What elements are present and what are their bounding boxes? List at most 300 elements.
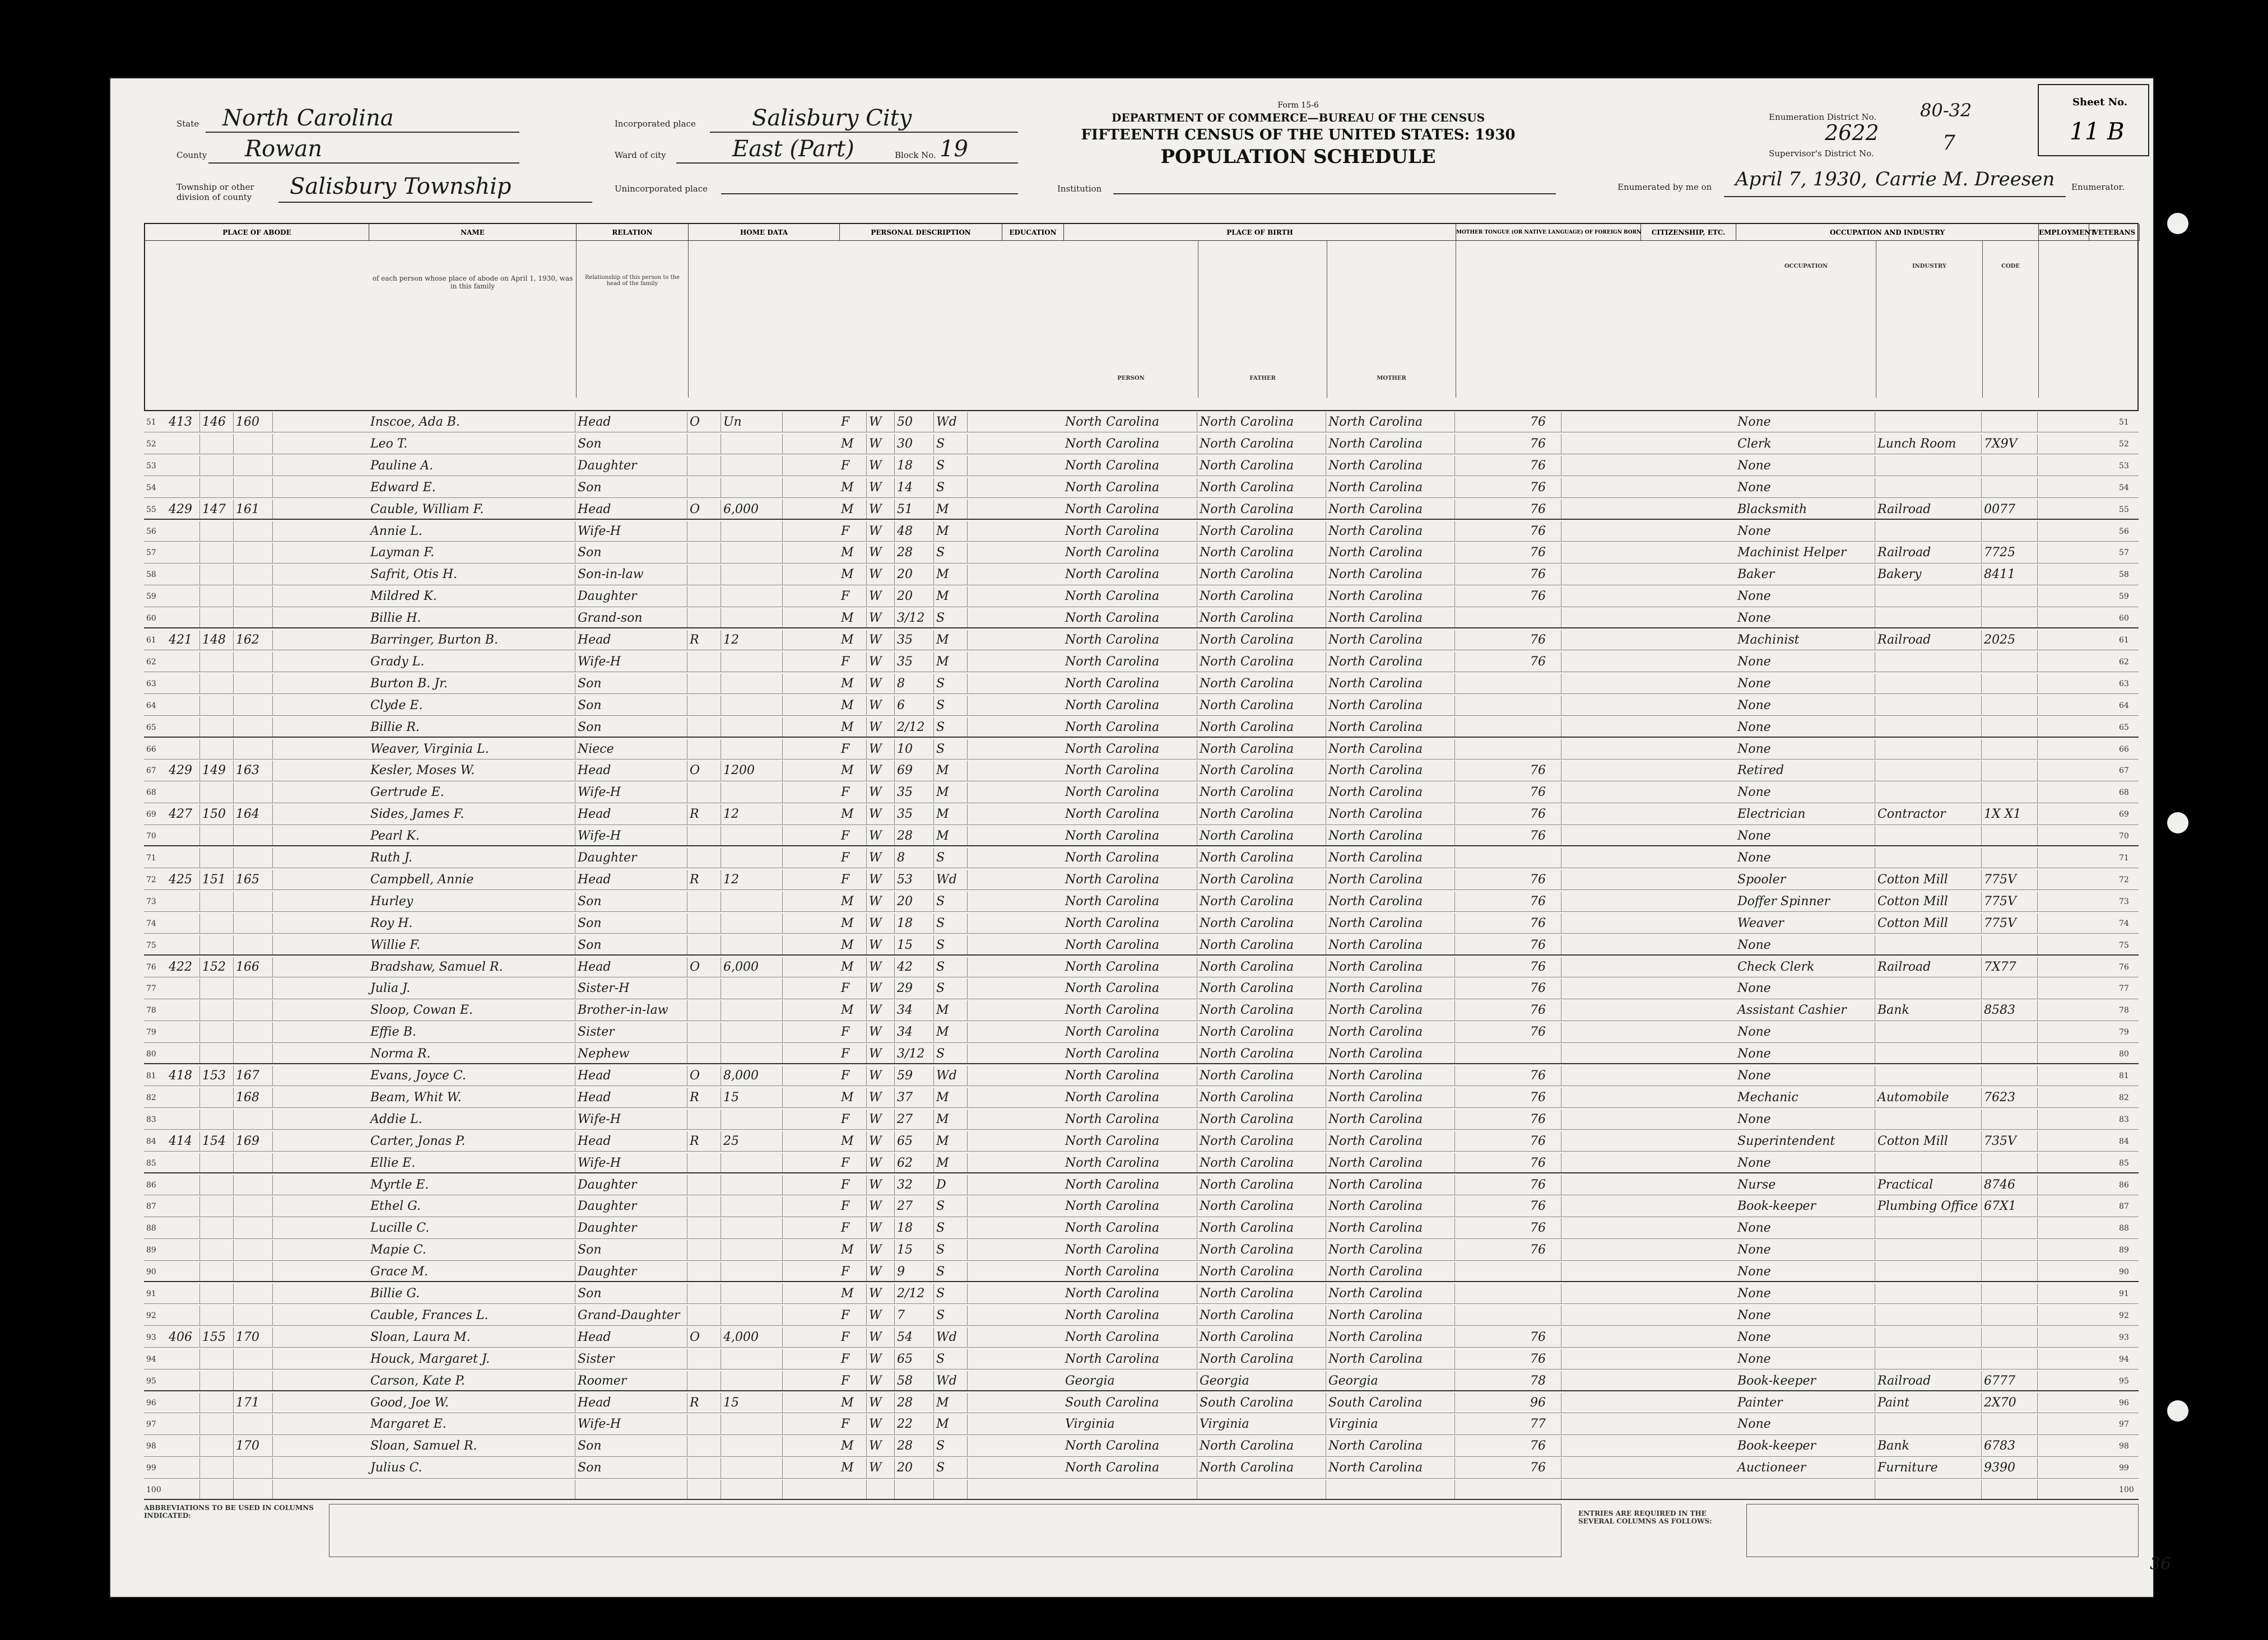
cell-ms: S — [934, 848, 968, 868]
cell-sex: M — [839, 1000, 867, 1020]
cell-pob: North Carolina — [1063, 1066, 1197, 1085]
line-number-right: 87 — [2119, 1202, 2129, 1212]
cell-ind: Plumbing Office — [1875, 1196, 1982, 1216]
cell-mpob: North Carolina — [1326, 979, 1455, 998]
cell-house — [166, 1088, 200, 1107]
table-row — [144, 478, 2139, 498]
line-number: 61 — [146, 636, 156, 645]
cell-mpob: North Carolina — [1326, 957, 1455, 977]
cell-pob: North Carolina — [1063, 1196, 1197, 1216]
cell-rel: Head — [575, 500, 687, 519]
cell-occ: Baker — [1735, 565, 1875, 584]
cell-own — [687, 935, 721, 954]
cell-rel: Son — [575, 696, 687, 715]
cell-occ: Clerk — [1735, 434, 1875, 454]
cell-race: W — [867, 456, 895, 476]
cell-mpob: North Carolina — [1326, 500, 1455, 519]
cell-name: Margaret E. — [368, 1414, 575, 1434]
industry-header: INDUSTRY — [1876, 241, 1983, 398]
cell-fpob: North Carolina — [1197, 979, 1326, 998]
cell-rel: Wife-H — [575, 782, 687, 802]
line-number-right: 83 — [2119, 1115, 2129, 1124]
cell-rel: Niece — [575, 739, 687, 759]
cell-val — [721, 1284, 783, 1303]
cell-pob: North Carolina — [1063, 674, 1197, 693]
line-number-right: 81 — [2119, 1071, 2129, 1080]
cell-occ: None — [1735, 1110, 1875, 1129]
cell-race: W — [867, 892, 895, 911]
cell-race: W — [867, 870, 895, 889]
cell-val — [721, 1196, 783, 1216]
cell-rel: Daughter — [575, 456, 687, 476]
sheet-header — [110, 78, 2153, 221]
cell-name: Hurley — [368, 892, 575, 911]
cell-ms: Wd — [934, 1327, 968, 1347]
cell-rel: Wife-H — [575, 1110, 687, 1129]
cell-own: O — [687, 1066, 721, 1085]
cell-dw — [200, 1436, 234, 1456]
cell-own — [687, 1458, 721, 1478]
cell-pob: North Carolina — [1063, 1022, 1197, 1042]
cell-occ: Book-keeper — [1735, 1436, 1875, 1456]
cell-age: 65 — [895, 1349, 934, 1369]
cell-ms: M — [934, 804, 968, 824]
cell-code: 76 — [1528, 500, 1561, 519]
cell-name: Kesler, Moses W. — [368, 761, 575, 780]
cell-occ: None — [1735, 1044, 1875, 1063]
cell-own — [687, 1044, 721, 1063]
county-label: County — [176, 150, 207, 160]
cell-pob: North Carolina — [1063, 1175, 1197, 1195]
line-number-right: 77 — [2119, 984, 2129, 994]
line-number: 71 — [146, 854, 156, 863]
cell-ocode: 8411 — [1982, 565, 2038, 584]
cell-pob: Georgia — [1063, 1371, 1197, 1390]
cell-rel: Grand-son — [575, 608, 687, 627]
cell-house — [166, 565, 200, 584]
cell-rel: Head — [575, 957, 687, 977]
cell-ocode: 2025 — [1982, 630, 2038, 650]
cell-mpob: North Carolina — [1326, 892, 1455, 911]
cell-fpob: North Carolina — [1197, 1044, 1326, 1063]
cell-sex: F — [839, 652, 867, 672]
cell-age: 35 — [895, 630, 934, 650]
cell-ind — [1875, 1349, 1982, 1369]
cell-ocode — [1982, 739, 2038, 759]
line-number: 82 — [146, 1093, 156, 1102]
cell-occ: Spooler — [1735, 870, 1875, 889]
line-number: 56 — [146, 527, 156, 536]
table-row — [144, 826, 2139, 846]
cell-occ: None — [1735, 586, 1875, 606]
cell-code — [1528, 739, 1561, 759]
cell-code: 78 — [1528, 1371, 1561, 1390]
cell-fam: 161 — [234, 500, 273, 519]
cell-name: Leo T. — [368, 434, 575, 454]
cell-name: Effie B. — [368, 1022, 575, 1042]
cell-ocode: 775V — [1982, 870, 2038, 889]
cell-race: W — [867, 608, 895, 627]
cell-house — [166, 1240, 200, 1260]
cell-ocode — [1982, 1414, 2038, 1434]
cell-ms: S — [934, 1218, 968, 1238]
cell-pob: North Carolina — [1063, 543, 1197, 562]
cell-code: 76 — [1528, 1349, 1561, 1369]
cell-rel: Sister — [575, 1022, 687, 1042]
cell-name: Edward E. — [368, 478, 575, 497]
cell-house — [166, 1196, 200, 1216]
cell-name: Barringer, Burton B. — [368, 630, 575, 650]
cell-code — [1528, 1480, 1561, 1499]
cell-ms: M — [934, 1088, 968, 1107]
cell-house — [166, 1393, 200, 1413]
cell-name: Billie R. — [368, 718, 575, 737]
cell-rel: Wife-H — [575, 826, 687, 845]
line-number-right: 78 — [2119, 1006, 2129, 1015]
cell-code: 76 — [1528, 434, 1561, 454]
table-row — [144, 1196, 2139, 1217]
group-home-data: HOME DATA — [689, 224, 840, 241]
cell-age: 35 — [895, 782, 934, 802]
cell-occ: None — [1735, 1284, 1875, 1303]
cell-occ: None — [1735, 478, 1875, 497]
cell-mpob: North Carolina — [1326, 456, 1455, 476]
cell-name: Myrtle E. — [368, 1175, 575, 1195]
cell-fpob: North Carolina — [1197, 412, 1326, 432]
cell-dw — [200, 434, 234, 454]
table-row — [144, 543, 2139, 563]
cell-occ: None — [1735, 848, 1875, 868]
cell-code: 76 — [1528, 1153, 1561, 1172]
line-number: 74 — [146, 919, 156, 928]
cell-mpob: North Carolina — [1326, 804, 1455, 824]
table-row — [144, 718, 2139, 738]
cell-own — [687, 848, 721, 868]
cell-sex: M — [839, 565, 867, 584]
cell-fpob: North Carolina — [1197, 761, 1326, 780]
cell-name: Evans, Joyce C. — [368, 1066, 575, 1085]
cell-fpob: North Carolina — [1197, 1022, 1326, 1042]
cell-dw — [200, 674, 234, 693]
cell-fam — [234, 652, 273, 672]
relation-header-desc: Relationship of this person to the head of the family — [577, 241, 689, 398]
cell-ms: Wd — [934, 412, 968, 432]
cell-house — [166, 935, 200, 954]
cell-mpob: North Carolina — [1326, 718, 1455, 737]
cell-race: W — [867, 1022, 895, 1042]
cell-dw — [200, 1414, 234, 1434]
cell-own: R — [687, 630, 721, 650]
father-header: FATHER — [1198, 241, 1327, 398]
cell-own: R — [687, 804, 721, 824]
cell-ms: S — [934, 543, 968, 562]
cell-ms: M — [934, 630, 968, 650]
cell-own — [687, 1175, 721, 1195]
cell-occ: None — [1735, 782, 1875, 802]
cell-ocode: 7725 — [1982, 543, 2038, 562]
cell-fpob: Georgia — [1197, 1371, 1326, 1390]
census-title: FIFTEENTH CENSUS OF THE UNITED STATES: 1930 — [1081, 127, 1516, 143]
cell-sex: M — [839, 478, 867, 497]
cell-name: Annie L. — [368, 521, 575, 541]
cell-val: 1200 — [721, 761, 783, 780]
table-row — [144, 892, 2139, 912]
cell-fpob: South Carolina — [1197, 1393, 1326, 1413]
cell-fpob: North Carolina — [1197, 718, 1326, 737]
cell-race: W — [867, 1327, 895, 1347]
cell-ms: Wd — [934, 1371, 968, 1390]
census-sheet — [109, 77, 2172, 1598]
table-row — [144, 608, 2139, 628]
cell-race: W — [867, 1131, 895, 1151]
cell-age: 14 — [895, 478, 934, 497]
cell-sex: M — [839, 935, 867, 954]
cell-val: 15 — [721, 1393, 783, 1413]
cell-name: Weaver, Virginia L. — [368, 739, 575, 759]
table-row — [144, 957, 2139, 977]
cell-age — [895, 1480, 934, 1499]
cell-ocode: 7X77 — [1982, 957, 2038, 977]
cell-code — [1528, 1262, 1561, 1281]
cell-ind: Furniture — [1875, 1458, 1982, 1478]
cell-fam: 170 — [234, 1327, 273, 1347]
cell-race: W — [867, 761, 895, 780]
cell-dw — [200, 1175, 234, 1195]
cell-ms: M — [934, 761, 968, 780]
cell-age: 51 — [895, 500, 934, 519]
cell-code: 76 — [1528, 521, 1561, 541]
cell-pob: North Carolina — [1063, 979, 1197, 998]
table-row — [144, 434, 2139, 454]
cell-dw — [200, 1480, 234, 1499]
cell-sex: M — [839, 1393, 867, 1413]
cell-rel: Daughter — [575, 1218, 687, 1238]
cell-rel: Son — [575, 718, 687, 737]
cell-sex: F — [839, 1414, 867, 1434]
cell-ind — [1875, 1218, 1982, 1238]
cell-val — [721, 1218, 783, 1238]
cell-rel: Wife-H — [575, 1414, 687, 1434]
cell-ocode — [1982, 674, 2038, 693]
cell-val — [721, 826, 783, 845]
cell-mpob: North Carolina — [1326, 914, 1455, 933]
cell-code: 76 — [1528, 892, 1561, 911]
cell-occ: Book-keeper — [1735, 1371, 1875, 1390]
cell-sex: M — [839, 434, 867, 454]
cell-own: R — [687, 1393, 721, 1413]
cell-house — [166, 1218, 200, 1238]
cell-val — [721, 1371, 783, 1390]
cell-ocode — [1982, 1218, 2038, 1238]
cell-dw: 152 — [200, 957, 234, 977]
table-row — [144, 521, 2139, 542]
cell-rel: Head — [575, 1066, 687, 1085]
cell-dw — [200, 521, 234, 541]
cell-dw — [200, 892, 234, 911]
cell-pob: North Carolina — [1063, 1110, 1197, 1129]
cell-occ: None — [1735, 979, 1875, 998]
cell-rel: Roomer — [575, 1371, 687, 1390]
cell-code: 76 — [1528, 1110, 1561, 1129]
cell-ms: Wd — [934, 870, 968, 889]
cell-ocode — [1982, 979, 2038, 998]
cell-mpob: North Carolina — [1326, 1044, 1455, 1063]
cell-fpob: North Carolina — [1197, 892, 1326, 911]
cell-ocode — [1982, 1066, 2038, 1085]
cell-own — [687, 586, 721, 606]
cell-fam — [234, 979, 273, 998]
cell-rel: Daughter — [575, 1175, 687, 1195]
cell-ind — [1875, 652, 1982, 672]
cell-fam — [234, 1240, 273, 1260]
cell-ms: S — [934, 1284, 968, 1303]
cell-mpob: North Carolina — [1326, 478, 1455, 497]
cell-dw: 148 — [200, 630, 234, 650]
cell-val: 8,000 — [721, 1066, 783, 1085]
cell-pob: North Carolina — [1063, 826, 1197, 845]
cell-fpob: North Carolina — [1197, 652, 1326, 672]
cell-ocode — [1982, 696, 2038, 715]
cell-ms: M — [934, 782, 968, 802]
cell-name: Roy H. — [368, 914, 575, 933]
group-education: EDUCATION — [1002, 224, 1064, 241]
cell-ms: S — [934, 1458, 968, 1478]
cell-mpob: North Carolina — [1326, 674, 1455, 693]
cell-own: O — [687, 761, 721, 780]
entries-title: ENTRIES ARE REQUIRED IN THE SEVERAL COLUMNS AS FOLLOWS: — [1578, 1509, 1712, 1525]
cell-ms: S — [934, 1240, 968, 1260]
cell-mpob: North Carolina — [1326, 543, 1455, 562]
table-row — [144, 674, 2139, 694]
cell-val: 12 — [721, 870, 783, 889]
cell-occ: None — [1735, 1327, 1875, 1347]
cell-pob: South Carolina — [1063, 1393, 1197, 1413]
cell-dw — [200, 1284, 234, 1303]
line-number: 54 — [146, 483, 156, 492]
line-number-right: 68 — [2119, 788, 2129, 798]
cell-house — [166, 652, 200, 672]
cell-race: W — [867, 1153, 895, 1172]
cell-pob: North Carolina — [1063, 1000, 1197, 1020]
cell-age: 53 — [895, 870, 934, 889]
cell-occ: None — [1735, 412, 1875, 432]
cell-val — [721, 1480, 783, 1499]
cell-rel: Daughter — [575, 586, 687, 606]
cell-age: 20 — [895, 586, 934, 606]
cell-ms: M — [934, 826, 968, 845]
cell-occ: None — [1735, 1153, 1875, 1172]
cell-val — [721, 848, 783, 868]
table-row — [144, 1000, 2139, 1021]
line-number-right: 95 — [2119, 1376, 2129, 1386]
enum-district-value: 80-32 — [1920, 100, 1972, 121]
cell-ocode — [1982, 718, 2038, 737]
sheet-footer — [144, 1504, 2172, 1588]
cell-name: Inscoe, Ada B. — [368, 412, 575, 432]
cell-own — [687, 1218, 721, 1238]
cell-house — [166, 1175, 200, 1195]
line-number: 60 — [146, 614, 156, 623]
cell-ms: Wd — [934, 1066, 968, 1085]
cell-house — [166, 1480, 200, 1499]
cell-ind — [1875, 1262, 1982, 1281]
cell-code — [1528, 696, 1561, 715]
cell-fam — [234, 848, 273, 868]
cell-ind — [1875, 761, 1982, 780]
cell-rel: Wife-H — [575, 652, 687, 672]
cell-race: W — [867, 478, 895, 497]
cell-dw — [200, 1110, 234, 1129]
cell-house — [166, 1262, 200, 1281]
cell-dw — [200, 1458, 234, 1478]
cell-ms: S — [934, 1196, 968, 1216]
block-label: Block No. — [895, 150, 936, 160]
cell-code — [1528, 608, 1561, 627]
ward-value: East (Part) — [732, 136, 854, 162]
cell-own — [687, 1284, 721, 1303]
cell-pob: North Carolina — [1063, 935, 1197, 954]
cell-own: O — [687, 500, 721, 519]
cell-house: 429 — [166, 500, 200, 519]
cell-race: W — [867, 826, 895, 845]
cell-code: 76 — [1528, 914, 1561, 933]
cell-ocode — [1982, 586, 2038, 606]
cell-ind: Practical — [1875, 1175, 1982, 1195]
table-row — [144, 1349, 2139, 1369]
line-number: 77 — [146, 984, 156, 994]
line-number: 94 — [146, 1354, 156, 1364]
cell-ocode — [1982, 608, 2038, 627]
cell-val — [721, 434, 783, 454]
county-value: Rowan — [245, 136, 323, 162]
line-number-right: 88 — [2119, 1224, 2129, 1233]
cell-own — [687, 652, 721, 672]
cell-age: 27 — [895, 1110, 934, 1129]
cell-name: Safrit, Otis H. — [368, 565, 575, 584]
line-number-right: 74 — [2119, 919, 2129, 928]
cell-pob: North Carolina — [1063, 586, 1197, 606]
cell-code — [1528, 1284, 1561, 1303]
table-row — [144, 1327, 2139, 1348]
cell-ms: S — [934, 979, 968, 998]
table-row — [144, 1284, 2139, 1304]
cell-ind — [1875, 1066, 1982, 1085]
cell-own — [687, 1436, 721, 1456]
cell-rel: Sister-H — [575, 979, 687, 998]
cell-occ: None — [1735, 935, 1875, 954]
cell-ocode — [1982, 412, 2038, 432]
cell-dw — [200, 718, 234, 737]
cell-fpob: North Carolina — [1197, 1284, 1326, 1303]
cell-ind: Railroad — [1875, 630, 1982, 650]
cell-ocode: 735V — [1982, 1131, 2038, 1151]
cell-house: 406 — [166, 1327, 200, 1347]
group-personal: PERSONAL DESCRIPTION — [840, 224, 1002, 241]
cell-mpob: Georgia — [1326, 1371, 1455, 1390]
cell-ocode — [1982, 848, 2038, 868]
line-number: 63 — [146, 679, 156, 688]
cell-pob: North Carolina — [1063, 500, 1197, 519]
line-number: 58 — [146, 570, 156, 580]
cell-val — [721, 1110, 783, 1129]
supervisor-label: Supervisor's District No. — [1769, 148, 1874, 159]
cell-pob: North Carolina — [1063, 1262, 1197, 1281]
cell-fpob: North Carolina — [1197, 782, 1326, 802]
cell-sex: M — [839, 1131, 867, 1151]
cell-ind: Contractor — [1875, 804, 1982, 824]
group-tongue: MOTHER TONGUE (OR NATIVE LANGUAGE) OF FOREIGN BORN — [1456, 224, 1641, 241]
cell-age: 48 — [895, 521, 934, 541]
